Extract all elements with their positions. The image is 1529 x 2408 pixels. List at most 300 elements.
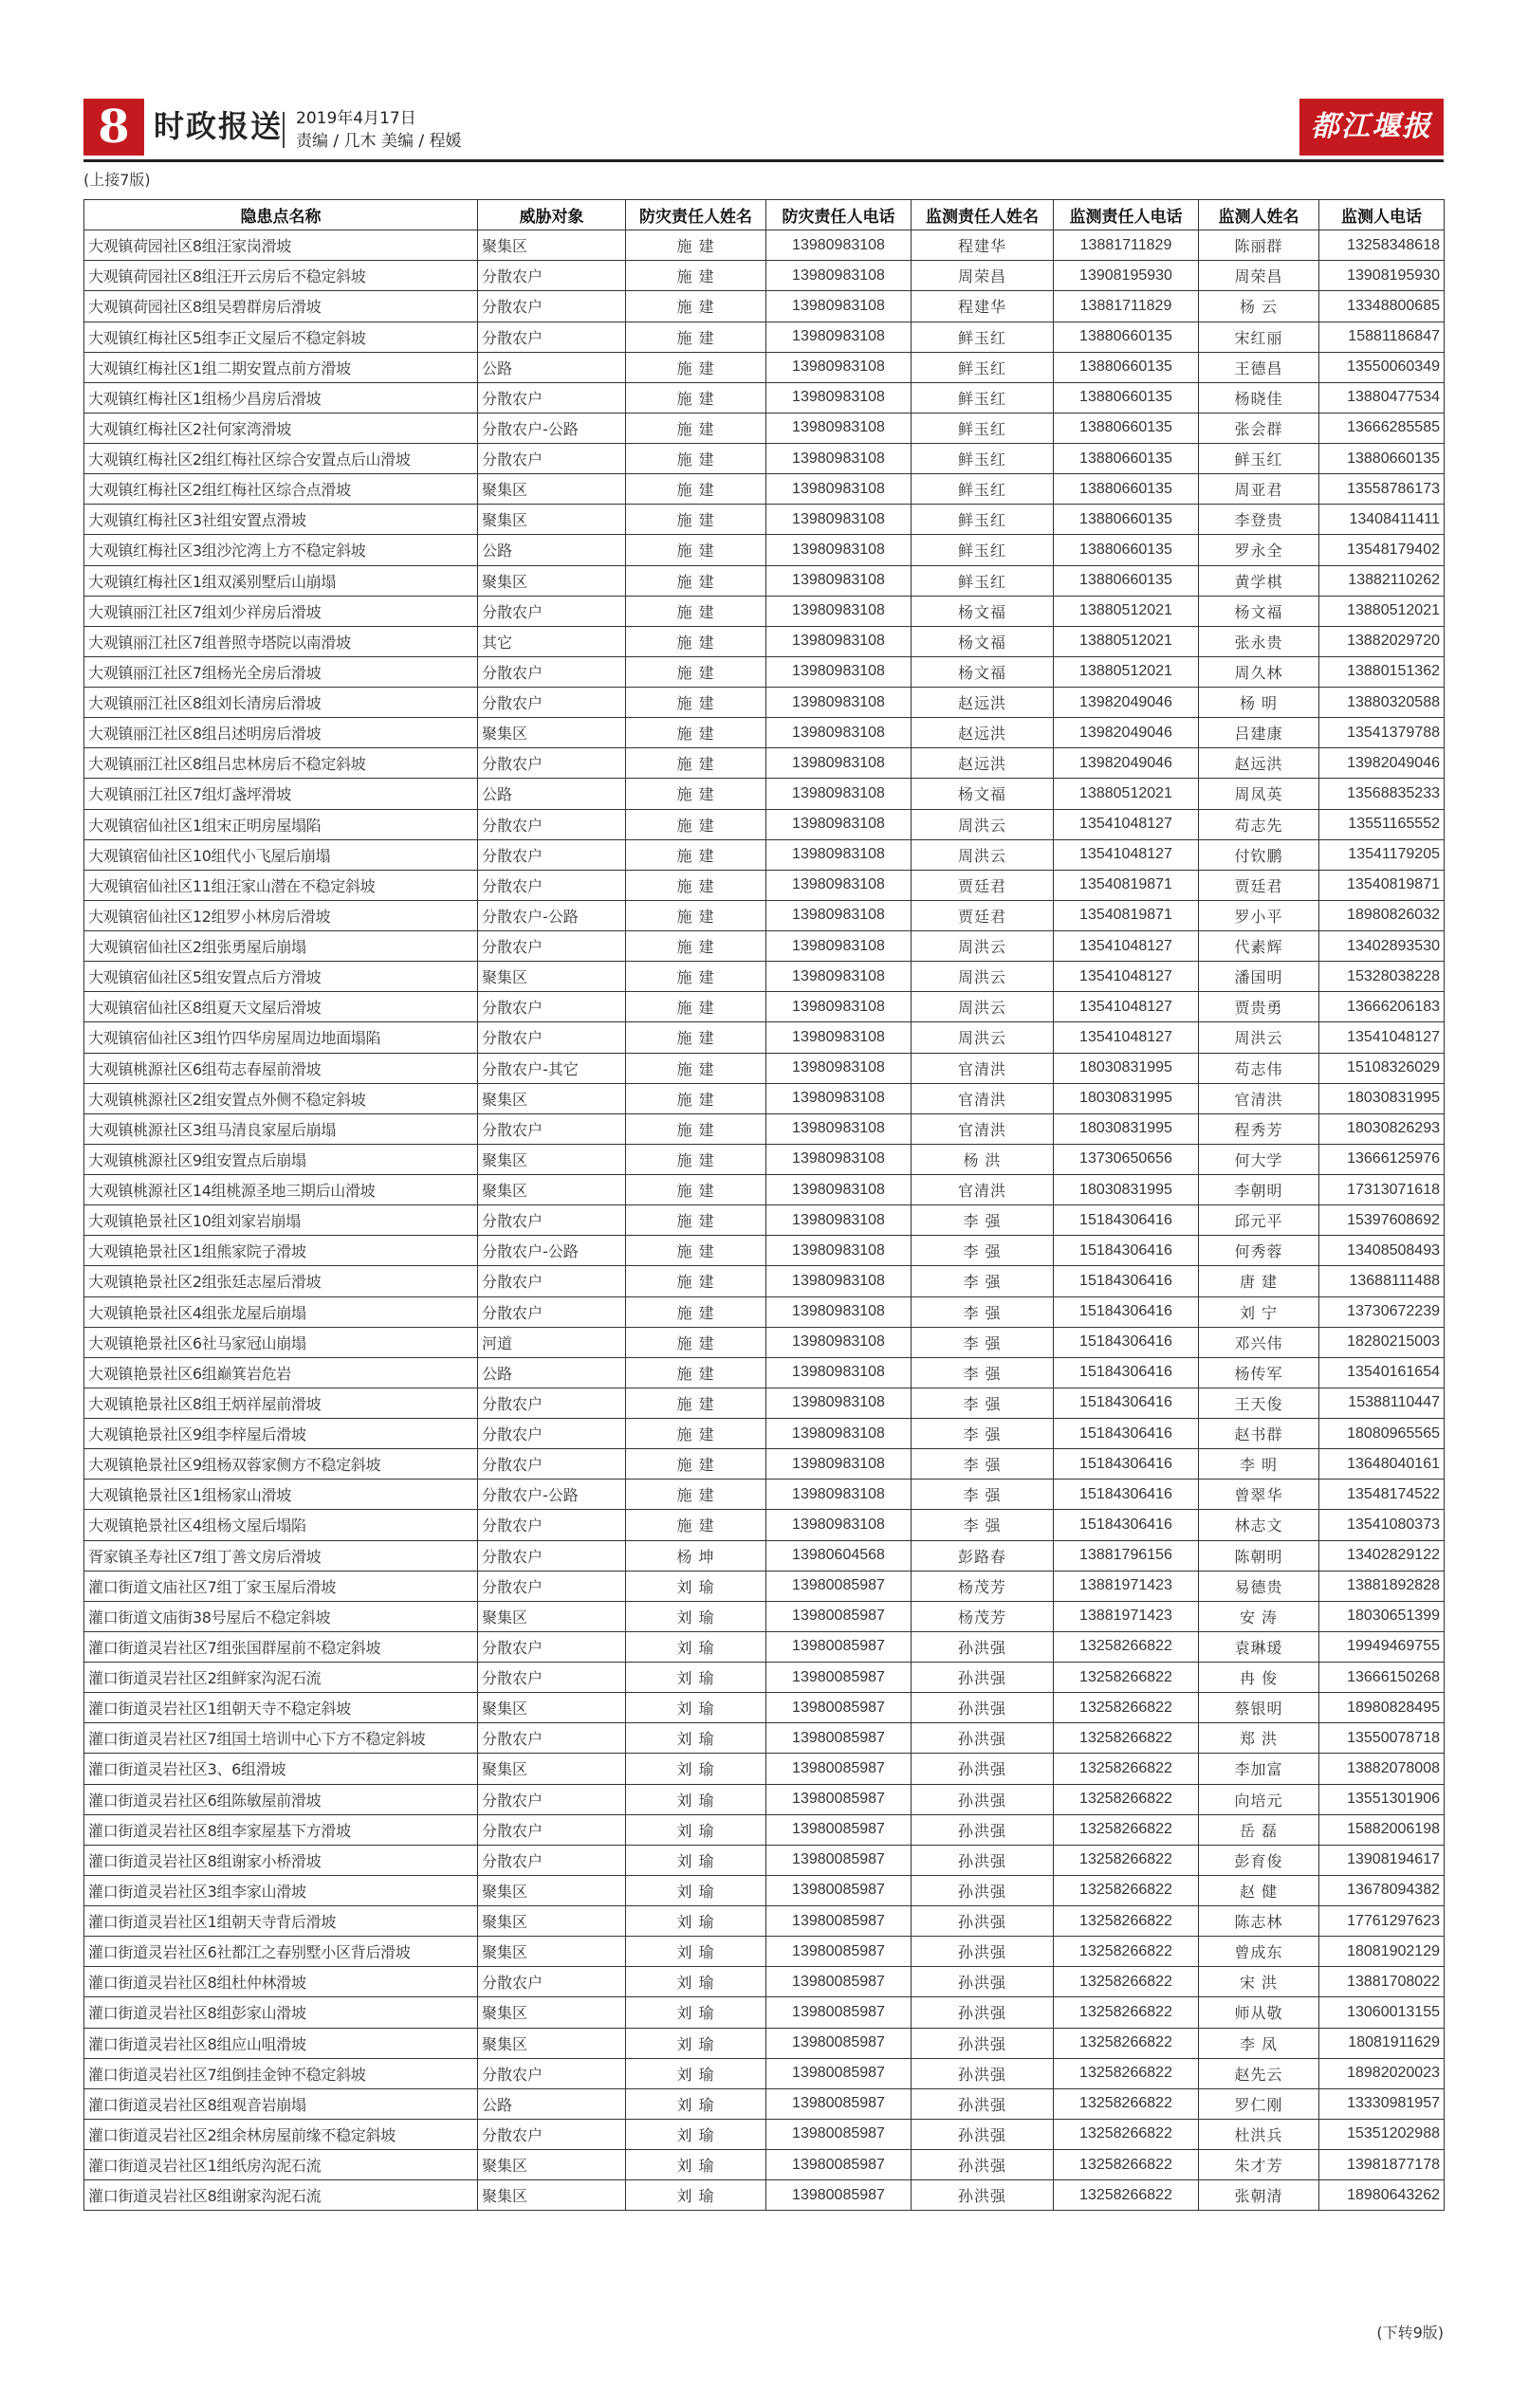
- monitor-phone-cell: 13666150268: [1319, 1663, 1445, 1693]
- table-row: [84, 1144, 1445, 1174]
- threat-target-cell: 聚集区: [478, 718, 626, 748]
- monitor-phone-cell: 18030826293: [1319, 1113, 1445, 1144]
- hazard-name-cell: 大观镇红梅社区2组红梅社区综合安置点后山滑坡: [84, 444, 478, 474]
- monitor-lead-cell: 周荣昌: [912, 261, 1054, 291]
- monitor-lead-phone-cell: 13258266822: [1054, 1754, 1199, 1784]
- hazard-name-cell: 大观镇红梅社区2社何家湾滑坡: [84, 413, 478, 443]
- hazard-name-cell: 大观镇荷园社区8组吴碧群房后滑坡: [84, 291, 478, 322]
- monitor-lead-cell: 孙洪强: [912, 1906, 1054, 1937]
- monitor-lead-cell: 彭路春: [912, 1540, 1054, 1571]
- column-header: 监测人电话: [1319, 200, 1445, 230]
- monitor-phone-cell: 15108326029: [1319, 1053, 1445, 1083]
- prevention-phone-cell: 13980983108: [766, 992, 912, 1022]
- prevention-phone-cell: 13980983108: [766, 322, 912, 352]
- monitor-lead-cell: 鲜玉红: [912, 413, 1054, 443]
- prevention-phone-cell: 13980983108: [766, 839, 912, 870]
- monitor-lead-phone-cell: 13258266822: [1054, 1937, 1199, 1967]
- monitor-phone-cell: 13688111488: [1319, 1266, 1445, 1296]
- prevention-person-cell: 施 建: [626, 230, 766, 261]
- hazard-name-cell: 大观镇桃源社区3组马清良家屋后崩塌: [84, 1113, 478, 1144]
- prevention-phone-cell: 13980983108: [766, 900, 912, 930]
- prevention-phone-cell: 13980085987: [766, 2180, 912, 2211]
- table-row: [84, 1784, 1445, 1814]
- monitor-phone-cell: 15882006198: [1319, 1814, 1445, 1845]
- prevention-phone-cell: 13980983108: [766, 1205, 912, 1236]
- hazard-name-cell: 大观镇红梅社区2组红梅社区综合点滑坡: [84, 474, 478, 505]
- monitor-lead-cell: 杨文福: [912, 779, 1054, 809]
- prevention-phone-cell: 13980085987: [766, 1723, 912, 1754]
- prevention-phone-cell: 13980983108: [766, 565, 912, 596]
- threat-target-cell: 分散农户: [478, 444, 626, 474]
- monitor-lead-phone-cell: 13258266822: [1054, 2088, 1199, 2119]
- monitor-lead-phone-cell: 18030831995: [1054, 1113, 1199, 1144]
- table-row: [84, 1571, 1445, 1601]
- prevention-person-cell: 刘 瑜: [626, 2180, 766, 2211]
- monitor-phone-cell: 13551301906: [1319, 1784, 1445, 1814]
- threat-target-cell: 分散农户: [478, 992, 626, 1022]
- threat-target-cell: 聚集区: [478, 1906, 626, 1937]
- threat-target-cell: 聚集区: [478, 505, 626, 535]
- monitor-person-cell: 杨 明: [1199, 688, 1319, 718]
- monitor-phone-cell: 13330981957: [1319, 2088, 1445, 2119]
- monitor-lead-phone-cell: 15184306416: [1054, 1236, 1199, 1266]
- monitor-phone-cell: 13408508493: [1319, 1236, 1445, 1266]
- threat-target-cell: 聚集区: [478, 230, 626, 261]
- prevention-person-cell: 施 建: [626, 992, 766, 1022]
- page-number: 8: [83, 99, 144, 156]
- monitor-phone-cell: 13908195930: [1319, 261, 1445, 291]
- table-row: [84, 1175, 1445, 1205]
- table-row: [84, 1814, 1445, 1845]
- column-header: 监测责任人电话: [1054, 200, 1199, 230]
- prevention-phone-cell: 13980983108: [766, 1327, 912, 1357]
- table-row: [84, 2088, 1445, 2119]
- threat-target-cell: 聚集区: [478, 962, 626, 992]
- monitor-person-cell: 贾廷君: [1199, 870, 1319, 900]
- prevention-phone-cell: 13980085987: [766, 1631, 912, 1662]
- threat-target-cell: 分散农户: [478, 688, 626, 718]
- monitor-lead-phone-cell: 18030831995: [1054, 1053, 1199, 1083]
- prevention-phone-cell: 13980983108: [766, 1113, 912, 1144]
- monitor-lead-phone-cell: 13541048127: [1054, 1022, 1199, 1053]
- monitor-lead-phone-cell: 13982049046: [1054, 748, 1199, 779]
- table-row: [84, 656, 1445, 687]
- threat-target-cell: 聚集区: [478, 1937, 626, 1967]
- monitor-phone-cell: 13880320588: [1319, 688, 1445, 718]
- monitor-phone-cell: 13666285585: [1319, 413, 1445, 443]
- prevention-phone-cell: 13980983108: [766, 413, 912, 443]
- monitor-lead-phone-cell: 13881971423: [1054, 1571, 1199, 1601]
- threat-target-cell: 分散农户-其它: [478, 1053, 626, 1083]
- monitor-person-cell: 付钦鹏: [1199, 839, 1319, 870]
- monitor-lead-phone-cell: 13258266822: [1054, 1906, 1199, 1937]
- monitor-lead-cell: 李 强: [912, 1449, 1054, 1480]
- prevention-person-cell: 施 建: [626, 1266, 766, 1296]
- monitor-person-cell: 陈志林: [1199, 1906, 1319, 1937]
- hazard-name-cell: 大观镇宿仙社区2组张勇屋后崩塌: [84, 931, 478, 962]
- prevention-person-cell: 施 建: [626, 1144, 766, 1174]
- prevention-person-cell: 刘 瑜: [626, 1693, 766, 1723]
- monitor-lead-phone-cell: 13540819871: [1054, 900, 1199, 930]
- prevention-person-cell: 施 建: [626, 352, 766, 382]
- prevention-phone-cell: 13980983108: [766, 352, 912, 382]
- monitor-person-cell: 师从敬: [1199, 1997, 1319, 2028]
- monitor-lead-phone-cell: 13258266822: [1054, 1814, 1199, 1845]
- prevention-phone-cell: 13980983108: [766, 1419, 912, 1449]
- threat-target-cell: 分散农户: [478, 2119, 626, 2149]
- monitor-person-cell: 罗仁刚: [1199, 2088, 1319, 2119]
- monitor-person-cell: 程秀芳: [1199, 1113, 1319, 1144]
- monitor-person-cell: 杨文福: [1199, 596, 1319, 626]
- prevention-person-cell: 施 建: [626, 322, 766, 352]
- monitor-lead-cell: 周洪云: [912, 1022, 1054, 1053]
- table-row: [84, 1875, 1445, 1905]
- threat-target-cell: 聚集区: [478, 2028, 626, 2058]
- monitor-lead-cell: 官清洪: [912, 1083, 1054, 1113]
- monitor-lead-cell: 杨文福: [912, 656, 1054, 687]
- monitor-phone-cell: 15388110447: [1319, 1388, 1445, 1418]
- table-header-row: [84, 200, 1445, 230]
- monitor-lead-phone-cell: 15184306416: [1054, 1480, 1199, 1510]
- prevention-person-cell: 刘 瑜: [626, 1784, 766, 1814]
- prevention-phone-cell: 13980983108: [766, 1236, 912, 1266]
- monitor-lead-cell: 李 强: [912, 1296, 1054, 1327]
- monitor-phone-cell: 13541080373: [1319, 1510, 1445, 1540]
- monitor-lead-phone-cell: 13258266822: [1054, 2150, 1199, 2180]
- monitor-lead-cell: 李 强: [912, 1480, 1054, 1510]
- monitor-person-cell: 张会群: [1199, 413, 1319, 443]
- table-row: [84, 962, 1445, 992]
- hazard-name-cell: 灌口街道灵岩社区6社都江之春别墅小区背后滑坡: [84, 1937, 478, 1967]
- monitor-lead-phone-cell: 13880660135: [1054, 413, 1199, 443]
- hazard-name-cell: 大观镇红梅社区3组沙沱湾上方不稳定斜坡: [84, 535, 478, 565]
- monitor-lead-phone-cell: 13258266822: [1054, 1845, 1199, 1875]
- hazard-name-cell: 大观镇艳景社区1组熊家院子滑坡: [84, 1236, 478, 1266]
- hazard-name-cell: 大观镇红梅社区5组李正文屋后不稳定斜坡: [84, 322, 478, 352]
- monitor-person-cell: 邓兴伟: [1199, 1327, 1319, 1357]
- prevention-phone-cell: 13980085987: [766, 1814, 912, 1845]
- monitor-lead-cell: 鲜玉红: [912, 444, 1054, 474]
- monitor-person-cell: 赵 健: [1199, 1875, 1319, 1905]
- threat-target-cell: 分散农户: [478, 656, 626, 687]
- monitor-lead-phone-cell: 13258266822: [1054, 2119, 1199, 2149]
- hazard-name-cell: 大观镇桃源社区14组桃源圣地三期后山滑坡: [84, 1175, 478, 1205]
- hazard-name-cell: 灌口街道灵岩社区2组余林房屋前缘不稳定斜坡: [84, 2119, 478, 2149]
- prevention-phone-cell: 13980983108: [766, 1053, 912, 1083]
- monitor-phone-cell: 18081902129: [1319, 1937, 1445, 1967]
- prevention-phone-cell: 13980983108: [766, 1022, 912, 1053]
- monitor-lead-phone-cell: 13258266822: [1054, 1784, 1199, 1814]
- prevention-person-cell: 施 建: [626, 1327, 766, 1357]
- hazard-name-cell: 大观镇艳景社区4组杨文屋后塌陷: [84, 1510, 478, 1540]
- hazard-name-cell: 大观镇桃源社区6组苟志春屋前滑坡: [84, 1053, 478, 1083]
- threat-target-cell: 分散农户: [478, 1205, 626, 1236]
- monitor-lead-cell: 程建华: [912, 230, 1054, 261]
- hazard-name-cell: 灌口街道灵岩社区6组陈敏屋前滑坡: [84, 1784, 478, 1814]
- monitor-lead-cell: 李 强: [912, 1388, 1054, 1418]
- monitor-lead-cell: 李 强: [912, 1419, 1054, 1449]
- monitor-phone-cell: 13982049046: [1319, 748, 1445, 779]
- prevention-person-cell: 刘 瑜: [626, 1754, 766, 1784]
- hazard-name-cell: 大观镇宿仙社区10组代小飞屋后崩塌: [84, 839, 478, 870]
- monitor-lead-phone-cell: 13982049046: [1054, 688, 1199, 718]
- table-row: [84, 1845, 1445, 1875]
- monitor-person-cell: 赵书群: [1199, 1419, 1319, 1449]
- monitor-person-cell: 林志文: [1199, 1510, 1319, 1540]
- monitor-person-cell: 曾成东: [1199, 1937, 1319, 1967]
- prevention-person-cell: 施 建: [626, 1022, 766, 1053]
- monitor-lead-phone-cell: 13258266822: [1054, 2058, 1199, 2088]
- prevention-person-cell: 施 建: [626, 1510, 766, 1540]
- prevention-phone-cell: 13980983108: [766, 1144, 912, 1174]
- monitor-phone-cell: 13882110262: [1319, 565, 1445, 596]
- hazard-name-cell: 大观镇艳景社区6社马家冠山崩塌: [84, 1327, 478, 1357]
- monitor-lead-phone-cell: 13258266822: [1054, 1631, 1199, 1662]
- threat-target-cell: 分散农户: [478, 382, 626, 413]
- monitor-lead-cell: 李 强: [912, 1510, 1054, 1540]
- monitor-phone-cell: 17313071618: [1319, 1175, 1445, 1205]
- monitor-lead-phone-cell: 15184306416: [1054, 1327, 1199, 1357]
- monitor-phone-cell: 13540161654: [1319, 1357, 1445, 1388]
- hazard-name-cell: 大观镇艳景社区9组杨双蓉家侧方不稳定斜坡: [84, 1449, 478, 1480]
- column-header: 防灾责任人电话: [766, 200, 912, 230]
- column-header: 监测责任人姓名: [912, 200, 1054, 230]
- monitor-phone-cell: 15328038228: [1319, 962, 1445, 992]
- continued-to-note: (下转9版): [1376, 2324, 1444, 2342]
- table-row: [84, 1631, 1445, 1662]
- monitor-lead-phone-cell: 15184306416: [1054, 1449, 1199, 1480]
- hazard-name-cell: 大观镇荷园社区8组汪家岗滑坡: [84, 230, 478, 261]
- prevention-person-cell: 施 建: [626, 1480, 766, 1510]
- hazard-name-cell: 大观镇丽江社区7组灯盏坪滑坡: [84, 779, 478, 809]
- monitor-lead-phone-cell: 13880660135: [1054, 352, 1199, 382]
- prevention-person-cell: 刘 瑜: [626, 1723, 766, 1754]
- monitor-phone-cell: 18982020023: [1319, 2058, 1445, 2088]
- hazard-name-cell: 大观镇红梅社区1组杨少昌房后滑坡: [84, 382, 478, 413]
- monitor-phone-cell: 13548179402: [1319, 535, 1445, 565]
- prevention-person-cell: 施 建: [626, 779, 766, 809]
- monitor-person-cell: 向培元: [1199, 1784, 1319, 1814]
- monitor-person-cell: 罗小平: [1199, 900, 1319, 930]
- monitor-person-cell: 杨传军: [1199, 1357, 1319, 1388]
- prevention-person-cell: 施 建: [626, 1388, 766, 1418]
- monitor-person-cell: 王天俊: [1199, 1388, 1319, 1418]
- threat-target-cell: 公路: [478, 2088, 626, 2119]
- monitor-phone-cell: 18980828495: [1319, 1693, 1445, 1723]
- table-row: [84, 626, 1445, 656]
- monitor-phone-cell: 13882078008: [1319, 1754, 1445, 1784]
- monitor-phone-cell: 13548174522: [1319, 1480, 1445, 1510]
- monitor-person-cell: 李登贵: [1199, 505, 1319, 535]
- prevention-phone-cell: 13980085987: [766, 1997, 912, 2028]
- prevention-person-cell: 施 建: [626, 1113, 766, 1144]
- prevention-person-cell: 施 建: [626, 1236, 766, 1266]
- prevention-person-cell: 施 建: [626, 1449, 766, 1480]
- threat-target-cell: 分散农户: [478, 1510, 626, 1540]
- hazard-name-cell: 灌口街道灵岩社区3、6组滑坡: [84, 1754, 478, 1784]
- hazard-table: [83, 199, 1445, 2211]
- masthead-divider: [283, 112, 285, 148]
- monitor-lead-phone-cell: 13541048127: [1054, 962, 1199, 992]
- hazard-name-cell: 大观镇丽江社区7组杨光全房后滑坡: [84, 656, 478, 687]
- prevention-person-cell: 施 建: [626, 505, 766, 535]
- monitor-phone-cell: 18080965565: [1319, 1419, 1445, 1449]
- threat-target-cell: 分散农户: [478, 839, 626, 870]
- monitor-person-cell: 周亚君: [1199, 474, 1319, 505]
- monitor-person-cell: 周洪云: [1199, 1022, 1319, 1053]
- prevention-person-cell: 施 建: [626, 1083, 766, 1113]
- monitor-lead-phone-cell: 13880512021: [1054, 656, 1199, 687]
- table-row: [84, 931, 1445, 962]
- monitor-person-cell: 李 明: [1199, 1449, 1319, 1480]
- hazard-name-cell: 灌口街道灵岩社区1组朝天寺不稳定斜坡: [84, 1693, 478, 1723]
- threat-target-cell: 分散农户: [478, 1419, 626, 1449]
- monitor-person-cell: 吕建康: [1199, 718, 1319, 748]
- monitor-phone-cell: 13678094382: [1319, 1875, 1445, 1905]
- prevention-phone-cell: 13980085987: [766, 1754, 912, 1784]
- monitor-lead-cell: 孙洪强: [912, 1754, 1054, 1784]
- monitor-phone-cell: 13880477534: [1319, 382, 1445, 413]
- monitor-phone-cell: 15351202988: [1319, 2119, 1445, 2149]
- monitor-person-cell: 周凤英: [1199, 779, 1319, 809]
- monitor-lead-cell: 孙洪强: [912, 1631, 1054, 1662]
- table-row: [84, 1540, 1445, 1571]
- monitor-lead-cell: 贾廷君: [912, 900, 1054, 930]
- monitor-lead-cell: 赵远洪: [912, 748, 1054, 779]
- threat-target-cell: 分散农户: [478, 809, 626, 839]
- monitor-phone-cell: 13541048127: [1319, 1022, 1445, 1053]
- prevention-person-cell: 施 建: [626, 535, 766, 565]
- prevention-person-cell: 刘 瑜: [626, 1845, 766, 1875]
- monitor-lead-cell: 孙洪强: [912, 1967, 1054, 1997]
- monitor-person-cell: 张朝清: [1199, 2180, 1319, 2211]
- monitor-lead-phone-cell: 13541048127: [1054, 839, 1199, 870]
- column-header: 监测人姓名: [1199, 200, 1319, 230]
- monitor-person-cell: 杨 云: [1199, 291, 1319, 322]
- monitor-lead-cell: 孙洪强: [912, 2058, 1054, 2088]
- threat-target-cell: 公路: [478, 352, 626, 382]
- table-row: [84, 748, 1445, 779]
- threat-target-cell: 分散农户: [478, 322, 626, 352]
- monitor-person-cell: 王德昌: [1199, 352, 1319, 382]
- monitor-person-cell: 李 凤: [1199, 2028, 1319, 2058]
- monitor-lead-phone-cell: 13258266822: [1054, 1967, 1199, 1997]
- monitor-lead-phone-cell: 13880512021: [1054, 596, 1199, 626]
- monitor-phone-cell: 13060013155: [1319, 1997, 1445, 2028]
- column-header: 防灾责任人姓名: [626, 200, 766, 230]
- prevention-phone-cell: 13980983108: [766, 1357, 912, 1388]
- monitor-lead-phone-cell: 13880660135: [1054, 444, 1199, 474]
- monitor-person-cell: 周久林: [1199, 656, 1319, 687]
- threat-target-cell: 分散农户: [478, 1266, 626, 1296]
- table-row: [84, 382, 1445, 413]
- monitor-phone-cell: 13730672239: [1319, 1296, 1445, 1327]
- prevention-person-cell: 施 建: [626, 1419, 766, 1449]
- hazard-name-cell: 灌口街道灵岩社区8组杜仲林滑坡: [84, 1967, 478, 1997]
- monitor-person-cell: 刘 宁: [1199, 1296, 1319, 1327]
- table-row: [84, 809, 1445, 839]
- prevention-person-cell: 刘 瑜: [626, 1967, 766, 1997]
- prevention-person-cell: 施 建: [626, 962, 766, 992]
- prevention-phone-cell: 13980983108: [766, 1449, 912, 1480]
- prevention-person-cell: 施 建: [626, 748, 766, 779]
- monitor-lead-phone-cell: 15184306416: [1054, 1388, 1199, 1418]
- table-row: [84, 718, 1445, 748]
- table-row: [84, 1967, 1445, 1997]
- monitor-person-cell: 周荣昌: [1199, 261, 1319, 291]
- table-row: [84, 1663, 1445, 1693]
- prevention-person-cell: 施 建: [626, 1175, 766, 1205]
- prevention-phone-cell: 13980983108: [766, 291, 912, 322]
- prevention-person-cell: 施 建: [626, 626, 766, 656]
- monitor-lead-phone-cell: 13908195930: [1054, 261, 1199, 291]
- threat-target-cell: 分散农户: [478, 1814, 626, 1845]
- prevention-phone-cell: 13980085987: [766, 1601, 912, 1631]
- monitor-phone-cell: 13880151362: [1319, 656, 1445, 687]
- prevention-person-cell: 施 建: [626, 565, 766, 596]
- monitor-phone-cell: 18980643262: [1319, 2180, 1445, 2211]
- monitor-lead-phone-cell: 13541048127: [1054, 931, 1199, 962]
- monitor-lead-phone-cell: 15184306416: [1054, 1510, 1199, 1540]
- prevention-phone-cell: 13980983108: [766, 688, 912, 718]
- hazard-name-cell: 大观镇宿仙社区8组夏天文屋后滑坡: [84, 992, 478, 1022]
- monitor-person-cell: 赵先云: [1199, 2058, 1319, 2088]
- prevention-person-cell: 施 建: [626, 474, 766, 505]
- threat-target-cell: 聚集区: [478, 2180, 626, 2211]
- monitor-person-cell: 罗永全: [1199, 535, 1319, 565]
- threat-target-cell: 聚集区: [478, 474, 626, 505]
- prevention-person-cell: 施 建: [626, 718, 766, 748]
- table-row: [84, 1083, 1445, 1113]
- monitor-lead-cell: 孙洪强: [912, 1663, 1054, 1693]
- monitor-person-cell: 李加富: [1199, 1754, 1319, 1784]
- prevention-phone-cell: 13980983108: [766, 718, 912, 748]
- threat-target-cell: 聚集区: [478, 1754, 626, 1784]
- prevention-person-cell: 施 建: [626, 809, 766, 839]
- prevention-person-cell: 杨 坤: [626, 1540, 766, 1571]
- prevention-phone-cell: 13980983108: [766, 1083, 912, 1113]
- prevention-person-cell: 刘 瑜: [626, 2028, 766, 2058]
- monitor-lead-cell: 鲜玉红: [912, 352, 1054, 382]
- monitor-lead-cell: 鲜玉红: [912, 382, 1054, 413]
- newspaper-logo: 都江堰报: [1299, 99, 1444, 156]
- monitor-lead-phone-cell: 15184306416: [1054, 1205, 1199, 1236]
- table-row: [84, 1022, 1445, 1053]
- prevention-phone-cell: 13980085987: [766, 1875, 912, 1905]
- threat-target-cell: 分散农户: [478, 2058, 626, 2088]
- threat-target-cell: 聚集区: [478, 1997, 626, 2028]
- hazard-name-cell: 灌口街道灵岩社区8组谢家小桥滑坡: [84, 1845, 478, 1875]
- table-row: [84, 1113, 1445, 1144]
- prevention-person-cell: 施 建: [626, 444, 766, 474]
- monitor-person-cell: 彭育俊: [1199, 1845, 1319, 1875]
- table-row: [84, 505, 1445, 535]
- hazard-name-cell: 大观镇红梅社区1组二期安置点前方滑坡: [84, 352, 478, 382]
- monitor-person-cell: 陈丽群: [1199, 230, 1319, 261]
- table-row: [84, 1693, 1445, 1723]
- monitor-phone-cell: 13348800685: [1319, 291, 1445, 322]
- monitor-lead-phone-cell: 15184306416: [1054, 1419, 1199, 1449]
- monitor-person-cell: 何大学: [1199, 1144, 1319, 1174]
- table-row: [84, 900, 1445, 930]
- hazard-name-cell: 大观镇艳景社区10组刘家岩崩塌: [84, 1205, 478, 1236]
- monitor-phone-cell: 17761297623: [1319, 1906, 1445, 1937]
- prevention-phone-cell: 13980983108: [766, 1388, 912, 1418]
- table-row: [84, 535, 1445, 565]
- hazard-name-cell: 大观镇红梅社区1组双溪别墅后山崩塌: [84, 565, 478, 596]
- monitor-phone-cell: 13541379788: [1319, 718, 1445, 748]
- monitor-lead-phone-cell: 13258266822: [1054, 1723, 1199, 1754]
